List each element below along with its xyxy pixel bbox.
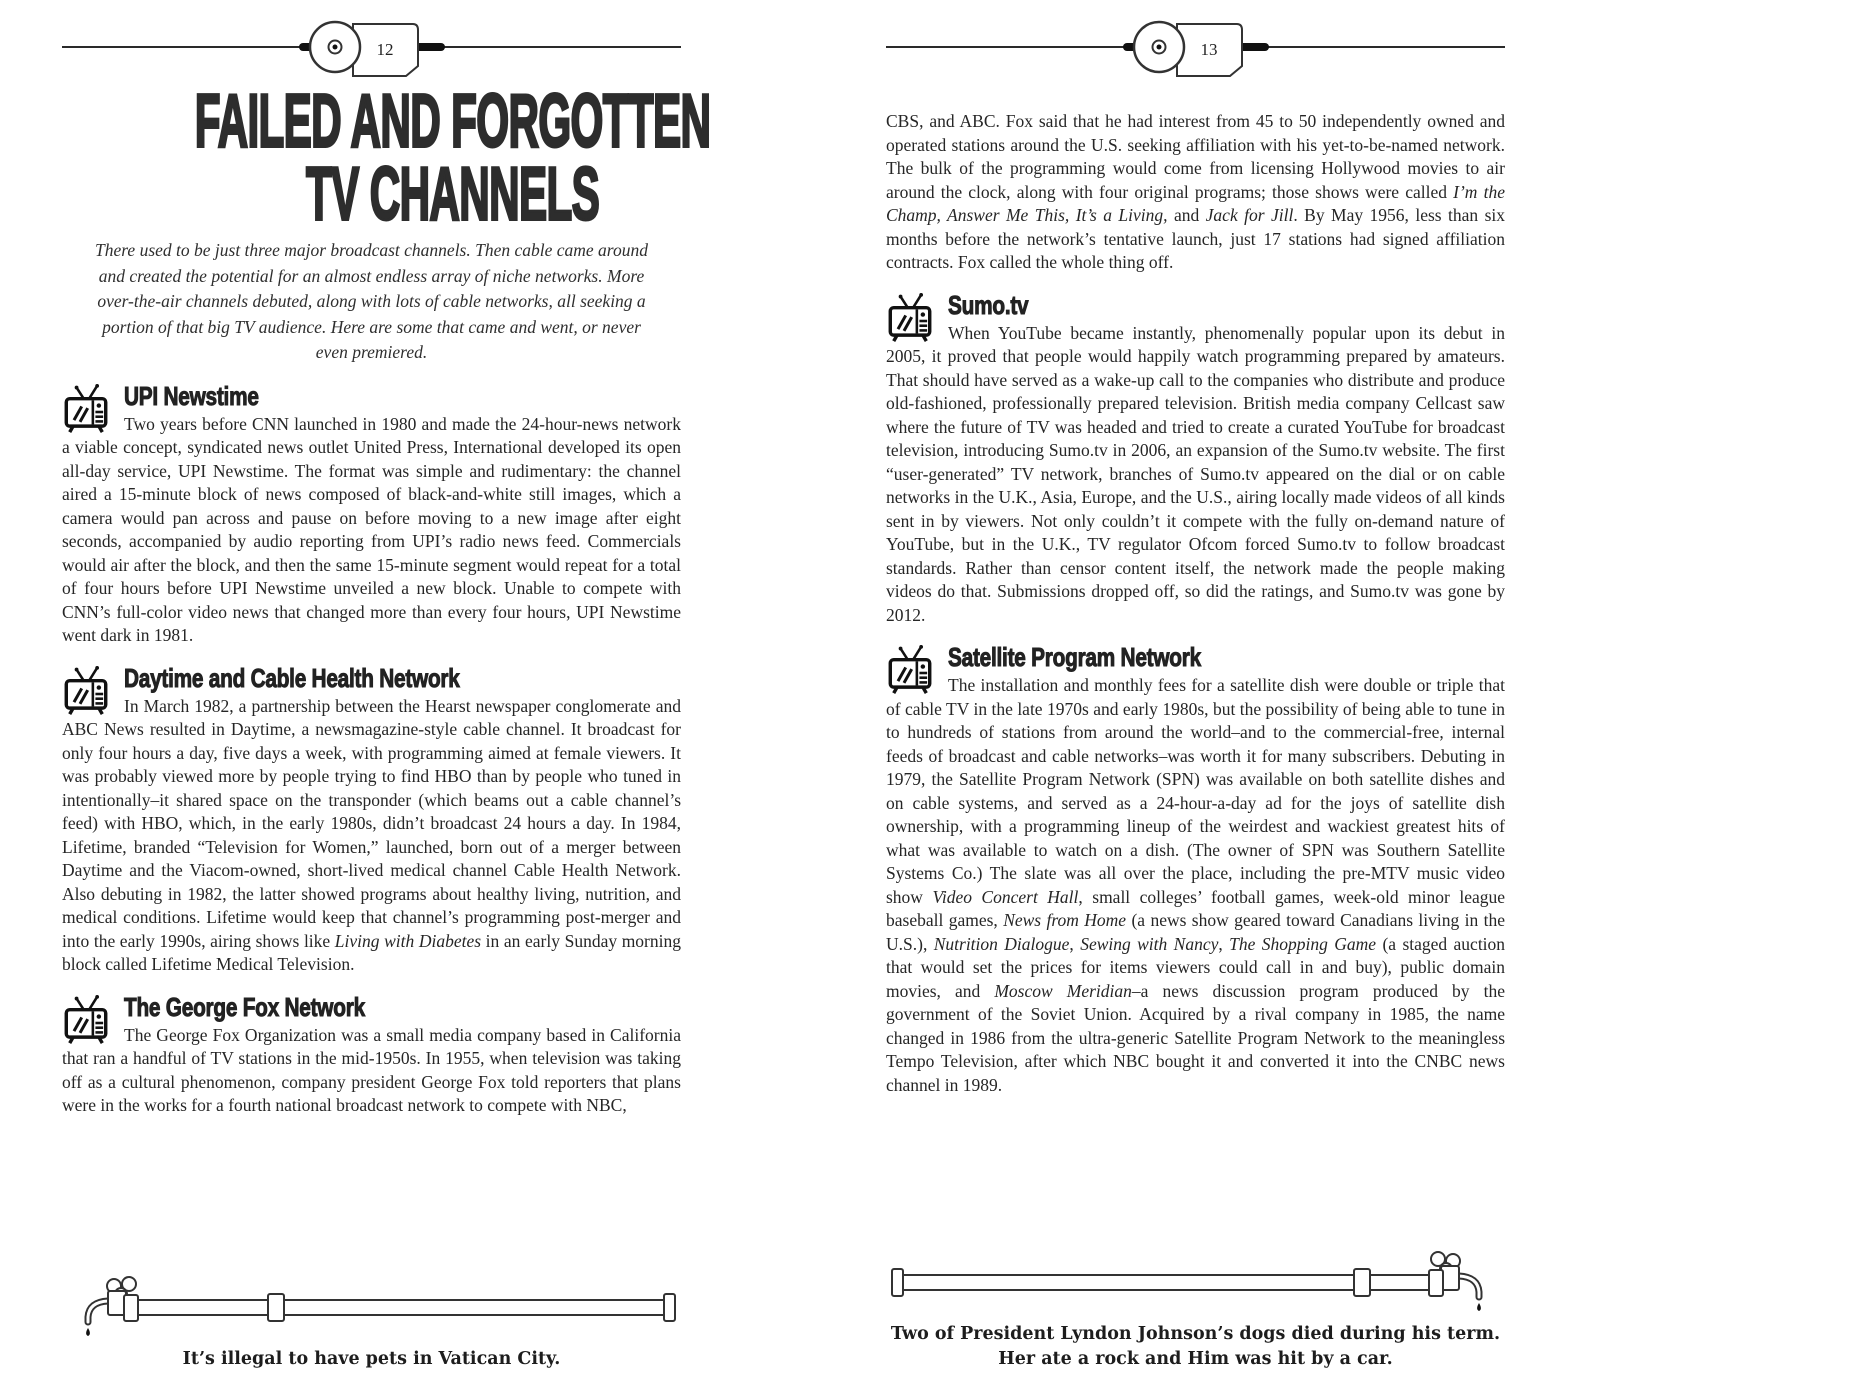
footer-trivia: It’s illegal to have pets in Vatican City.: [182, 1349, 561, 1369]
pipe-illustration: [62, 1275, 681, 1339]
toilet-paper-roll-icon: [1121, 18, 1271, 80]
section-title: UPI Newstime: [124, 380, 259, 411]
page-header: [62, 18, 681, 80]
section-body: The installation and monthly fees for a satellite dish were double or triple that of cable TV in the late 1970s and early 1980s, but the possibility of being able to tune in to hundreds of stations from around the world–and to the commercial-free, internal feeds of broadcast and cable networks–was worth it for many subscribers. Debuting in 1979, the Satellite Program Network (SPN) was available on both satellite dishes and on cable systems, and served as a 24-hour-a-day ad for the joys of satellite dish ownership, with a programming lineup of the weirdest and wackiest greatest hits of what was available to watch on a dish. (The owner of SPN was Southern Satellite Systems Co.) The slate was all over the place, including the pre-MTV music video show Video Concert Hall, small colleges’ football games, week-old minor league baseball games, News from Home (a news show geared toward Canadians living in the U.S.), Nutrition Dialogue, Sewing with Nancy, The Shopping Game (a staged auction that would set the prices for items viewers could call in and buy), public domain movies, and Moscow Meridian–a news discussion program produced by the government of the Soviet Union. Acquired by a rival company in 1985, the name changed in 1986 from the ultra-generic Satellite Program Network to the meaningless Tempo Television, after which NBC bought it and converted it into the CNBC news channel in 1989.: [886, 675, 1506, 1095]
section-body: In March 1982, a partnership between the Hearst newspaper conglomerate and ABC News resulted in Daytime, a newsmagazine-style cable channel. It broadcast for only four hours a day, five days a week, with programming aimed at female viewers. It was probably viewed more by people trying to find HBO than by people who tuned in intentionally–it shared space on the transponder (which beams out a cable channel’s feed) with HBO, which, in the early 1980s, didn’t broadcast 24 hours a day. In 1984, Lifetime, branded “Television for Women,” launched, born out of a merger between Daytime and the Viacom-owned, short-lived medical channel Cable Health Network. Also debuting in 1982, the latter showed programs about healthy living, nutrition, and medical conditions. Lifetime would keep that channel’s programming post-merger and into the early 1990s, airing shows like Living with Diabetes in an early Sunday morning block called Lifetime Medical Television.: [62, 695, 681, 974]
page-bottom: [62, 1275, 681, 1396]
footer-line-1: Two of President Lyndon Johnson’s dogs died during his term.: [890, 1324, 1501, 1344]
page-bottom: [886, 1250, 1505, 1396]
water-drop-icon: [86, 1328, 90, 1336]
pipe-illustration: [886, 1250, 1505, 1314]
title-line-1: FAILED AND FORGOTTEN: [194, 78, 711, 164]
page-header: [886, 18, 1505, 80]
intro-paragraph: There used to be just three major broadcast channels. Then cable came around and created the potential for an almost endless array of niche networks. More over-the-air channels debuted, along with lots of cable networks, all seeking a portion of that big TV audience. Here are some that came and went, or never even premiered.: [95, 240, 648, 362]
section-sumo-tv: [886, 290, 1505, 628]
footer-trivia: [886, 1322, 1505, 1372]
section-george-fox-network: [62, 992, 681, 1118]
faucet-icon: [1429, 1252, 1479, 1297]
section-upi-newstime: [62, 381, 681, 648]
tv-icon: [62, 995, 110, 1045]
tv-icon: [886, 645, 934, 695]
section-satellite-program-network: [886, 642, 1505, 1097]
section-daytime-cable-health: [62, 663, 681, 977]
page-title: [62, 78, 711, 237]
page-number: 12: [376, 40, 393, 59]
water-drop-icon: [1477, 1303, 1481, 1311]
page-left: [62, 0, 711, 1396]
faucet-icon: [88, 1277, 138, 1322]
toilet-paper-roll-icon: [297, 18, 447, 80]
section-title: Daytime and Cable Health Network: [124, 662, 460, 693]
tv-icon: [886, 293, 934, 343]
section-body: Two years before CNN launched in 1980 and made the 24-hour-news network a viable concept, syndicated news outlet United Press, International developed its open all-day service, UPI Newstime. The format was simple and rudimentary: the channel aired a 15-minute block of news composed of black-and-white still images, which a camera would pan across and pause on before moving to a new image after eight seconds, accompanied by audio reporting from UPI’s radio news feed. Commercials would air after the block, and then the same 15-minute segment would repeat for a total of four hours before UPI Newstime unveiled a new block. Unable to compete with CNN’s full-color video news that changed more than every four hours, UPI Newstime went dark in 1981.: [62, 413, 681, 645]
page-number: 13: [1200, 40, 1217, 59]
section-body: When YouTube became instantly, phenomenally popular upon its debut in 2005, it proved that people would happily watch programming prepared by amateurs. That should have served as a wake-up call to the companies who distribute and produce old-fashioned, professionally prepared television. British media company Cellcast saw where the future of TV was headed and tried to create a curated YouTube for broadcast television, introducing Sumo.tv in 2006, an expansion of the Sumo.tv website. The first “user-generated” TV network, branches of Sumo.tv appeared on the dial or on cable networks in the U.K., Asia, Europe, and the U.S., airing locally made videos of all kinds sent in by viewers. Not only couldn’t it compete with the fully on-demand nature of YouTube, but in the U.K., TV regulator Ofcom forced Sumo.tv to follow broadcast standards. Rather than censor content itself, the network made the people making videos do that. Submissions dropped off, so did the ratings, and Sumo.tv was gone by 2012.: [886, 322, 1505, 625]
section-body: The George Fox Organization was a small media company based in California that ran a handful of TV stations in the mid-1950s. In 1955, when television was taking off as a cultural phenomenon, company president George Fox told reporters that plans were in the works for a fourth national broadcast network to compete with NBC,: [62, 1024, 681, 1115]
continuation-paragraph: CBS, and ABC. Fox said that he had interest from 45 to 50 independently owned and operated stations around the U.S. seeking affiliation with his yet-to-be-named network. The bulk of the programming would come from licensing Hollywood movies to air around the clock, along with four original programs; those shows were called I’m the Champ, Answer Me This, It’s a Living, and Jack for Jill. By May 1956, less than six months before the network’s tentative launch, just 17 stations had signed affiliation contracts. Fox called the whole thing off.: [886, 111, 1506, 272]
title-line-2: TV CHANNELS: [306, 151, 600, 237]
section-title: Sumo.tv: [948, 289, 1029, 320]
section-title: Satellite Program Network: [948, 642, 1201, 672]
tv-icon: [62, 666, 110, 716]
section-title: The George Fox Network: [124, 991, 365, 1022]
page-right: [886, 0, 1505, 1396]
footer-line-2: Her ate a rock and Him was hit by a car.: [998, 1349, 1393, 1369]
tv-icon: [62, 384, 110, 434]
